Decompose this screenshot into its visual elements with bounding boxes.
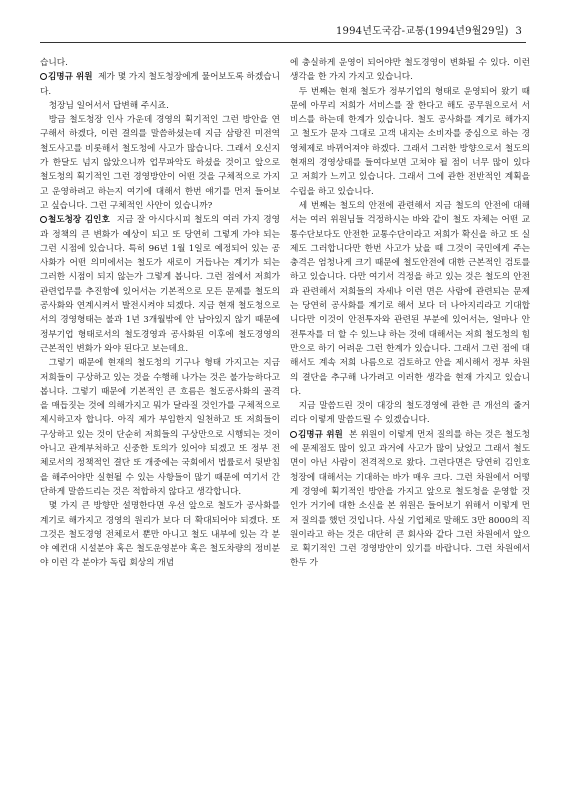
speaker-name: 김명규 위원 bbox=[48, 72, 93, 83]
paragraph-text: 두 번째는 현재 철도가 정부기업의 형태로 운영되어 왔기 때문에 아무리 저희가 서비스를 잘 한다고 해도 공무원으로서 서비스를 하는데 한계가 있습니다. 철도 공사화를 계기로 해가지고 철도가 문자 그대로 고객 내지는 소비자를 중심으로 하는 경영체제로 바뀌어져야 하겠다. 그래서 그러한 방향으로서 철도의 현재의 경영상태를 들여다보면 고쳐야 될 점이 너무 많이 있다고 저희가 느끼고 있습니다. 그래서 그에 관한 전반적인 계획을 수립을 하고 있습니다. bbox=[290, 86, 530, 197]
paragraph bbox=[40, 113, 280, 213]
paragraph-text: 지금 잘 아시다시피 철도의 여러 가지 경영과 정책의 큰 변화가 예상이 되고 또 당연히 그렇게 가야 되는 그런 시점에 있습니다. 특히 96년 1월 1일로 예정되어 있는 공사화가 어떤 의미에서는 철도가 새로이 거듭나는 계기가 되는 그러한 시점이 되지 않는가 그렇게 봅니다. 그런 점에서 저희가 관련업무를 추진함에 있어서는 기본적으로 모든 문제를 철도의 공사화와 연계시켜서 발전시켜야 되겠다. 지금 현재 철도청으로서의 경영형태는 불과 1년 3개월밖에 안 남아있지 않기 때문에 정부기업 형태로서의 철도경영과 공사화된 이후에 철도경영의 근본적인 변화가 와야 된다고 보는데요. bbox=[40, 215, 280, 354]
paragraph-text: 방금 철도청장 인사 가운데 경영의 획기적인 그런 방안을 연구해서 하겠다, 이런 결의를 말씀하셨는데 지금 삼랑진 미전역 철도사고를 비롯해서 철도청에 사고가 많습니다. 그래서 오신지가 한달도 넘지 않았으니까 업무파악도 하셨을 것이고 앞으로 철도청의 획기적인 그런 경영방안이 어떤 것을 구체적으로 가지고 운영하려고 하는지 여기에 대해서 한번 얘기를 먼저 들어보고 싶습니다. 그런 구체적인 사안이 있습니까? bbox=[40, 115, 280, 211]
speaker-name: 철도청장 김인호 bbox=[48, 215, 110, 226]
paragraph-text: 에 충실하게 운영이 되어야만 철도경영이 변화될 수 있다. 이런 생각을 한 가지 가지고 있습니다. bbox=[290, 58, 530, 83]
running-head-title: 1994년도국감-교통(1994년9월29일) bbox=[335, 26, 509, 37]
speaker-circle-icon bbox=[40, 73, 47, 80]
paragraph bbox=[40, 499, 280, 570]
paragraph bbox=[40, 99, 280, 113]
speech-paragraph bbox=[40, 70, 280, 99]
paragraph bbox=[290, 399, 530, 428]
left-column bbox=[40, 56, 280, 571]
page-number: 3 bbox=[515, 26, 522, 37]
speaker-circle-icon bbox=[290, 431, 297, 438]
paragraph-text: 몇 가지 큰 방향만 설명한다면 우선 앞으로 철도가 공사화를 계기로 해가지고 경영의 원리가 보다 더 확대되어야 되겠다. 또 그것은 철도경영 전체로서 뿐만 아니고 철도 내부에 있는 각 분야 예컨대 시설분야 혹은 철도운영분야 혹은 철도차량의 정비분야 이런 각 분야가 독립 회상의 개념 bbox=[40, 501, 280, 569]
paragraph bbox=[290, 85, 530, 199]
paragraph-text: 습니다. bbox=[40, 58, 68, 68]
paragraph-text: 제가 몇 가지 철도청장에게 물어보도록 하겠습니다. bbox=[40, 72, 281, 97]
right-column bbox=[290, 56, 530, 571]
paragraph-text: 세 번째는 철도의 안전에 관련해서 지금 철도의 안전에 대해서는 여러 위원님들 걱정하시는 바와 같이 철도 자체는 어떤 교통수단보다도 안전한 교통수단이라고 저희가 확신을 하고 또 실제도 그러합니다만 한번 사고가 났을 때 그것이 국민에게 주는 충격은 엄청나게 크기 때문에 철도안전에 대한 근본적인 검토를 하고 있습니다. 다만 여기서 걱정을 하고 있는 것은 철도의 안전과 관련해서 저희들의 자세나 이런 면은 사람에 관련되는 문제는 당연히 공사화를 계기로 해서 보다 더 나아지리라고 기대합니다만 이것이 안전투자와 관련된 부분에 있어서는, 얼마나 안전투자를 더 할 수 있느냐 하는 것에 대해서는 저희 철도청의 힘만으로 하기 어려운 그런 한계가 있습니다. 그래서 그런 점에 대해서도 계속 저희 나름으로 검토하고 안을 제시해서 정부 차원의 결단을 추구해 나가려고 이러한 생각을 현재 가지고 있습니다. bbox=[290, 200, 530, 397]
header-rule bbox=[40, 42, 526, 43]
paragraph bbox=[290, 199, 530, 399]
speaker-name: 김명규 위원 bbox=[298, 429, 343, 440]
continued-text bbox=[40, 56, 280, 70]
speech-paragraph bbox=[40, 213, 280, 356]
speech-paragraph bbox=[290, 428, 530, 571]
paragraph bbox=[40, 356, 280, 499]
paragraph-text: 본 위원이 이렇게 먼저 질의를 하는 것은 철도청에 문제점도 많이 있고 과거에 사고가 많이 났었고 그래서 철도면이 아닌 사람이 전격적으로 왔다. 그런다면은 당연히 김인호 청장에 대해서는 기대하는 바가 매우 크다. 그런 차원에서 어떻게 경영에 획기적인 방안을 가지고 앞으로 철도청을 운영할 것인가 거기에 대한 소신을 본 위원은 들어보기 위해서 이렇게 먼저 질의를 했던 것입니다. 사실 기업체로 말해도 3만 8000의 직원이라고 하는 것은 대단히 큰 회사와 같다 그런 차원에서 앞으로 획기적인 그런 경영방안이 있기를 바랍니다. 그런 차원에서 한두 가 bbox=[290, 429, 531, 569]
continued-text bbox=[290, 56, 530, 85]
paragraph-text: 지금 말씀드린 것이 대강의 철도경영에 관한 큰 개선의 줄거리다 이렇게 말씀드릴 수 있겠습니다. bbox=[290, 401, 530, 426]
running-header bbox=[40, 22, 522, 38]
paragraph-text: 그렇기 때문에 현재의 철도청의 기구나 형태 가지고는 지금 저희들이 구상하고 있는 것을 수행해 나가는 것은 불가능하다고 봅니다. 그렇기 때문에 기본적인 큰 흐름은 철도공사화의 골격을 매듭짓는 것에 의해가지고 뭐가 달라질 것인가를 구체적으로 제시하고자 합니다. 아직 제가 부임한지 일천하고 또 저희들이 구상하고 있는 것이 단순히 저희들의 구상만으로 시행되는 것이 아니고 관계부처하고 신중한 토의가 있어야 되겠고 또 정부 전체로서의 정책적인 결단 또 개중에는 국회에서 법률로서 뒷받침을 해주어야만 실현될 수 있는 사항들이 많기 때문에 여기서 간단하게 말씀드리는 것은 적합하지 않다고 생각합니다. bbox=[40, 358, 280, 497]
speaker-circle-icon bbox=[40, 216, 47, 223]
paragraph-text: 청장님 일어서서 답변해 주시죠. bbox=[48, 100, 169, 111]
